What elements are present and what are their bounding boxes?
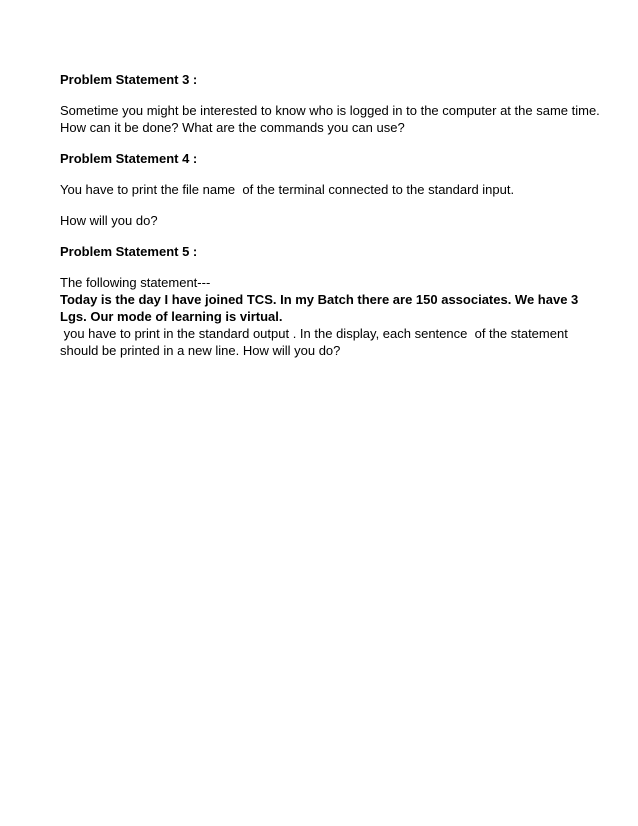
problem-statement-5-text <box>60 274 600 359</box>
problem-statement-3-text <box>60 102 600 136</box>
text-line: You have to print the file name of the terminal connected to the standard input. <box>60 182 515 197</box>
text-line: The following statement--- <box>60 275 211 290</box>
problem-statement-5-heading: Problem Statement 5 : <box>60 244 198 259</box>
problem-statement-3-heading: Problem Statement 3 : <box>60 72 198 87</box>
problem-statement-4-heading: Problem Statement 4 : <box>60 151 198 166</box>
text-line: you have to print in the standard output . In the display, each sentence of the statement <box>60 326 568 341</box>
document-content <box>60 71 600 359</box>
text-line: How will you do? <box>60 213 158 228</box>
quoted-statement-line: Today is the day I have joined TCS. In my Batch there are 150 associates. We have 3 <box>60 292 579 307</box>
text-line: Sometime you might be interested to know who is logged in to the computer at the same time. <box>60 103 600 118</box>
text-line: How can it be done? What are the commands you can use? <box>60 120 405 135</box>
problem-statement-4-question <box>60 212 600 229</box>
problem-statement-4-text <box>60 181 600 198</box>
quoted-statement-line: Lgs. Our mode of learning is virtual. <box>60 309 283 324</box>
text-line: should be printed in a new line. How will you do? <box>60 343 341 358</box>
